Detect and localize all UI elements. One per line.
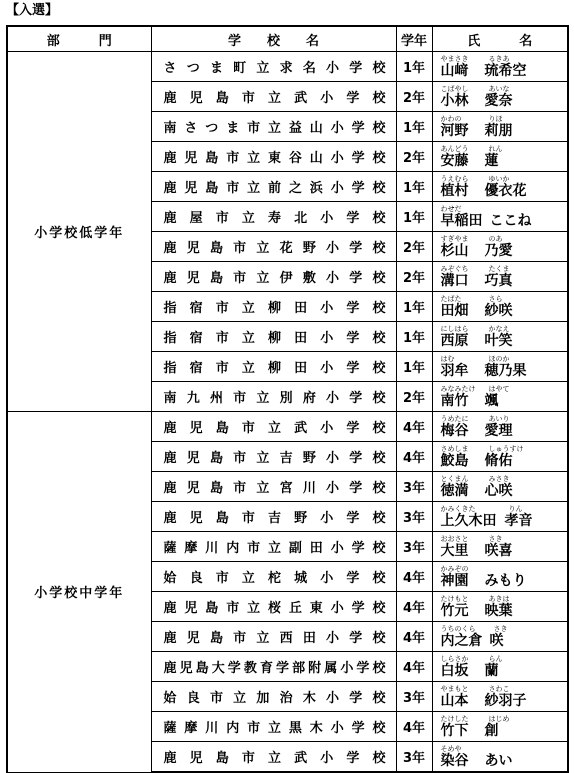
given-name: 心咲 (484, 482, 513, 499)
grade-cell: 4年 (396, 712, 432, 742)
student-name (441, 753, 568, 769)
furigana-line (441, 415, 568, 423)
given-name: 愛理 (484, 422, 513, 439)
grade-cell: 3年 (396, 532, 432, 562)
furigana-line (441, 505, 568, 513)
given-furigana: あいな (488, 84, 510, 93)
school-name: 鹿児島市立伊敷小学校 (163, 271, 386, 286)
school-name: 姶良市立柁城小学校 (163, 571, 386, 586)
section-title: 【入選】 (6, 3, 59, 18)
family-name: 徳満 (440, 482, 469, 499)
given-furigana: ゆいか (488, 174, 510, 183)
given-name: 穂乃果 (484, 362, 527, 379)
school-name: 鹿児島市立西田小学校 (163, 631, 386, 646)
school-name: 指宿市立柳田小学校 (163, 361, 386, 376)
furigana-line (441, 55, 568, 63)
school-cell (151, 202, 396, 232)
family-name: 神園 (440, 572, 469, 589)
furigana-line (441, 205, 568, 213)
family-name: 河野 (440, 122, 469, 139)
school-cell (151, 52, 396, 82)
given-name: 創 (484, 722, 499, 739)
family-name: 山本 (440, 692, 469, 709)
grade-cell: 2年 (396, 82, 432, 112)
furigana-line (441, 175, 568, 183)
grade-cell: 1年 (396, 112, 432, 142)
grade-cell: 4年 (396, 442, 432, 472)
given-name: 莉朋 (484, 122, 513, 139)
family-furigana: しらさか (440, 654, 469, 663)
school-name: 鹿児島市立宮川小学校 (163, 481, 386, 496)
family-name: 田畑 (440, 302, 469, 319)
name-cell (432, 292, 568, 322)
header-row (7, 26, 568, 52)
given-name: 乃愛 (484, 242, 513, 259)
grade-cell: 4年 (396, 652, 432, 682)
department-cell: 小学校中学年 (7, 412, 151, 773)
school-name: 鹿児島市立花野小学校 (163, 241, 386, 256)
furigana-line (441, 445, 568, 453)
furigana-line (441, 325, 568, 333)
student-name (441, 543, 568, 559)
school-name: 鹿屋市立寿北小学校 (163, 211, 386, 226)
school-name: 鹿児島市立武小学校 (163, 421, 386, 436)
given-name: 叶笑 (484, 332, 513, 349)
school-name: さつま町立求名小学校 (163, 61, 386, 76)
family-furigana: わせだ (440, 204, 462, 213)
family-name: 溝口 (440, 272, 469, 289)
family-name: 小林 (440, 92, 469, 109)
family-furigana: こばやし (440, 84, 469, 93)
family-name: 植村 (440, 182, 469, 199)
given-name: 脩佑 (484, 452, 513, 469)
furigana-line (441, 475, 568, 483)
grade-cell: 4年 (396, 622, 432, 652)
name-cell (432, 82, 568, 112)
table-row (7, 412, 568, 442)
grade-cell: 4年 (396, 412, 432, 442)
table-body (7, 52, 568, 773)
furigana-line (441, 595, 568, 603)
school-cell (151, 652, 396, 682)
grade-cell: 4年 (396, 592, 432, 622)
grade-cell: 1年 (396, 52, 432, 82)
given-furigana: のあ (488, 234, 503, 243)
school-name: 鹿児島市立桜丘東小学校 (163, 601, 386, 616)
furigana-line (441, 355, 568, 363)
school-cell (151, 382, 396, 412)
grade-cell: 2年 (396, 232, 432, 262)
given-furigana: るきあ (488, 54, 510, 63)
family-furigana: うちのくら (440, 624, 476, 633)
family-name: 山﨑 (440, 62, 469, 79)
school-name: 鹿児島市吉野小学校 (163, 511, 386, 526)
family-furigana: あんどう (440, 144, 469, 153)
school-name: 鹿児島市立東谷山小学校 (163, 151, 386, 166)
school-cell (151, 172, 396, 202)
grade-cell: 1年 (396, 172, 432, 202)
given-name: 咲 (489, 632, 504, 649)
name-cell (432, 562, 568, 592)
family-furigana: かみぞの (440, 564, 469, 573)
school-cell (151, 622, 396, 652)
student-name (441, 273, 568, 289)
family-name: 南竹 (440, 392, 469, 409)
family-furigana: やまもと (440, 684, 469, 693)
family-furigana: おおさと (440, 534, 469, 543)
grade-cell: 3年 (396, 472, 432, 502)
name-cell (432, 52, 568, 82)
family-furigana: たけもと (440, 594, 469, 603)
given-furigana: らん (488, 654, 503, 663)
student-name (441, 663, 568, 679)
school-name: 鹿児島市立吉野小学校 (163, 451, 386, 466)
grade-cell: 3年 (396, 682, 432, 712)
family-name: 早稲田 (440, 212, 483, 229)
family-name: 大里 (440, 542, 469, 559)
family-furigana: みぞぐち (440, 264, 469, 273)
family-name: 梅谷 (440, 422, 469, 439)
given-name: 颯 (484, 392, 499, 409)
furigana-line (441, 235, 568, 243)
name-cell (432, 652, 568, 682)
given-furigana: りん (508, 504, 523, 513)
school-cell (151, 292, 396, 322)
family-furigana: みなみたけ (440, 384, 476, 393)
student-name (441, 393, 568, 409)
school-cell (151, 562, 396, 592)
grade-cell: 1年 (396, 292, 432, 322)
given-name: 蓮 (484, 152, 499, 169)
name-cell (432, 262, 568, 292)
school-name: 鹿児島大学教育学部附属小学校 (163, 661, 386, 676)
header-dept: 部 門 (7, 26, 151, 52)
school-cell (151, 472, 396, 502)
school-name: 鹿児島市立武小学校 (163, 91, 386, 106)
name-cell (432, 322, 568, 352)
furigana-line (441, 535, 568, 543)
school-cell (151, 82, 396, 112)
grade-cell: 1年 (396, 322, 432, 352)
school-cell (151, 442, 396, 472)
given-name: 琉希空 (484, 62, 527, 79)
school-name: 鹿児島市立武小学校 (163, 751, 386, 766)
name-cell (432, 442, 568, 472)
given-furigana: さき (493, 624, 508, 633)
given-name: 蘭 (484, 662, 499, 679)
table-row (7, 52, 568, 82)
student-name (441, 513, 568, 529)
school-cell (151, 532, 396, 562)
furigana-line (441, 265, 568, 273)
family-name: 杉山 (440, 242, 469, 259)
given-name: 紗羽子 (484, 692, 527, 709)
student-name (441, 453, 568, 469)
school-name: 薩摩川内市立副田小学校 (163, 541, 386, 556)
name-cell (432, 712, 568, 742)
furigana-line (441, 85, 568, 93)
given-furigana: りほ (488, 114, 503, 123)
family-furigana: たばた (440, 294, 462, 303)
furigana-line (441, 625, 568, 633)
family-furigana: たけした (440, 714, 469, 723)
family-furigana: すぎやま (440, 234, 469, 243)
given-furigana: あきは (488, 594, 510, 603)
given-name: 優衣花 (484, 182, 527, 199)
family-furigana: にしはら (440, 324, 469, 333)
family-furigana: かわの (440, 114, 462, 123)
given-name: あい (484, 752, 513, 769)
student-name (441, 63, 568, 79)
furigana-line (441, 145, 568, 153)
school-name: 姶良市立加治木小学校 (163, 691, 386, 706)
family-furigana: とくまん (440, 474, 469, 483)
student-name (441, 723, 568, 739)
family-name: 竹元 (440, 602, 469, 619)
given-furigana: さわこ (488, 684, 510, 693)
given-name: 映葉 (484, 602, 513, 619)
family-furigana: かみくきた (440, 504, 476, 513)
school-cell (151, 232, 396, 262)
given-furigana: かなえ (488, 324, 510, 333)
furigana-line (441, 715, 568, 723)
school-cell (151, 262, 396, 292)
school-cell (151, 322, 396, 352)
grade-cell: 4年 (396, 562, 432, 592)
name-cell (432, 742, 568, 773)
given-furigana: みさき (488, 474, 510, 483)
family-name: 羽牟 (440, 362, 469, 379)
school-cell (151, 112, 396, 142)
family-name: 白坂 (440, 662, 469, 679)
grade-cell: 1年 (396, 352, 432, 382)
department-cell: 小学校低学年 (7, 52, 151, 412)
family-furigana: うえむら (440, 174, 469, 183)
grade-cell: 2年 (396, 382, 432, 412)
school-cell (151, 712, 396, 742)
student-name (441, 483, 568, 499)
grade-cell: 2年 (396, 262, 432, 292)
school-name: 南さつま市立益山小学校 (163, 121, 386, 136)
given-furigana: あいり (488, 414, 510, 423)
school-name: 指宿市立柳田小学校 (163, 301, 386, 316)
student-name (441, 93, 568, 109)
school-name: 鹿児島市立前之浜小学校 (163, 181, 386, 196)
name-cell (432, 352, 568, 382)
family-name: 染谷 (440, 752, 469, 769)
name-cell (432, 682, 568, 712)
furigana-line (441, 295, 568, 303)
given-name: ここね (489, 212, 532, 229)
name-cell (432, 532, 568, 562)
school-name: 指宿市立柳田小学校 (163, 331, 386, 346)
furigana-line (441, 745, 568, 753)
given-furigana: れん (488, 144, 503, 153)
student-name (441, 213, 568, 229)
name-cell (432, 142, 568, 172)
grade-cell: 3年 (396, 742, 432, 773)
given-name: 紗咲 (484, 302, 513, 319)
name-cell (432, 382, 568, 412)
given-furigana: しゅうすけ (488, 444, 524, 453)
header-name: 氏 名 (432, 26, 568, 52)
given-furigana: ほのか (488, 354, 510, 363)
student-name (441, 423, 568, 439)
family-name: 鮫島 (440, 452, 469, 469)
school-cell (151, 412, 396, 442)
school-cell (151, 142, 396, 172)
name-cell (432, 172, 568, 202)
given-name: 孝音 (504, 512, 533, 529)
family-furigana: やまさき (440, 54, 469, 63)
name-cell (432, 112, 568, 142)
school-cell (151, 502, 396, 532)
given-name: みもり (484, 572, 527, 589)
family-name: 安藤 (440, 152, 469, 169)
given-furigana: はやて (488, 384, 510, 393)
school-cell (151, 592, 396, 622)
student-name (441, 603, 568, 619)
given-name: 咲喜 (484, 542, 513, 559)
header-grade: 学年 (396, 26, 432, 52)
school-name: 薩摩川内市立黒木小学校 (163, 721, 386, 736)
furigana-line (441, 565, 568, 573)
school-cell (151, 742, 396, 773)
student-name (441, 693, 568, 709)
family-name: 内之倉 (440, 632, 483, 649)
family-furigana: うめたに (440, 414, 469, 423)
student-name (441, 363, 568, 379)
name-cell (432, 472, 568, 502)
given-furigana: たくま (488, 264, 510, 273)
family-furigana: はむ (440, 354, 455, 363)
given-furigana: はじめ (488, 714, 510, 723)
student-name (441, 573, 568, 589)
name-cell (432, 232, 568, 262)
given-furigana: さき (488, 534, 503, 543)
family-name: 上久木田 (440, 512, 497, 529)
name-cell (432, 502, 568, 532)
name-cell (432, 592, 568, 622)
header-school: 学 校 名 (151, 26, 396, 52)
given-name: 巧真 (484, 272, 513, 289)
student-name (441, 243, 568, 259)
grade-cell: 3年 (396, 502, 432, 532)
furigana-line (441, 115, 568, 123)
family-name: 西原 (440, 332, 469, 349)
school-cell (151, 352, 396, 382)
family-furigana: さめしま (440, 444, 469, 453)
student-name (441, 183, 568, 199)
furigana-line (441, 385, 568, 393)
family-furigana: そめや (440, 744, 462, 753)
student-name (441, 123, 568, 139)
given-name: 愛奈 (484, 92, 513, 109)
school-cell (151, 682, 396, 712)
award-table (6, 25, 569, 773)
name-cell (432, 202, 568, 232)
name-cell (432, 622, 568, 652)
name-cell (432, 412, 568, 442)
student-name (441, 333, 568, 349)
school-name: 南九州市立別府小学校 (163, 391, 386, 406)
student-name (441, 633, 568, 649)
family-name: 竹下 (440, 722, 469, 739)
given-furigana: さら (488, 294, 503, 303)
furigana-line (441, 685, 568, 693)
student-name (441, 303, 568, 319)
grade-cell: 1年 (396, 202, 432, 232)
furigana-line (441, 655, 568, 663)
grade-cell: 2年 (396, 142, 432, 172)
student-name (441, 153, 568, 169)
